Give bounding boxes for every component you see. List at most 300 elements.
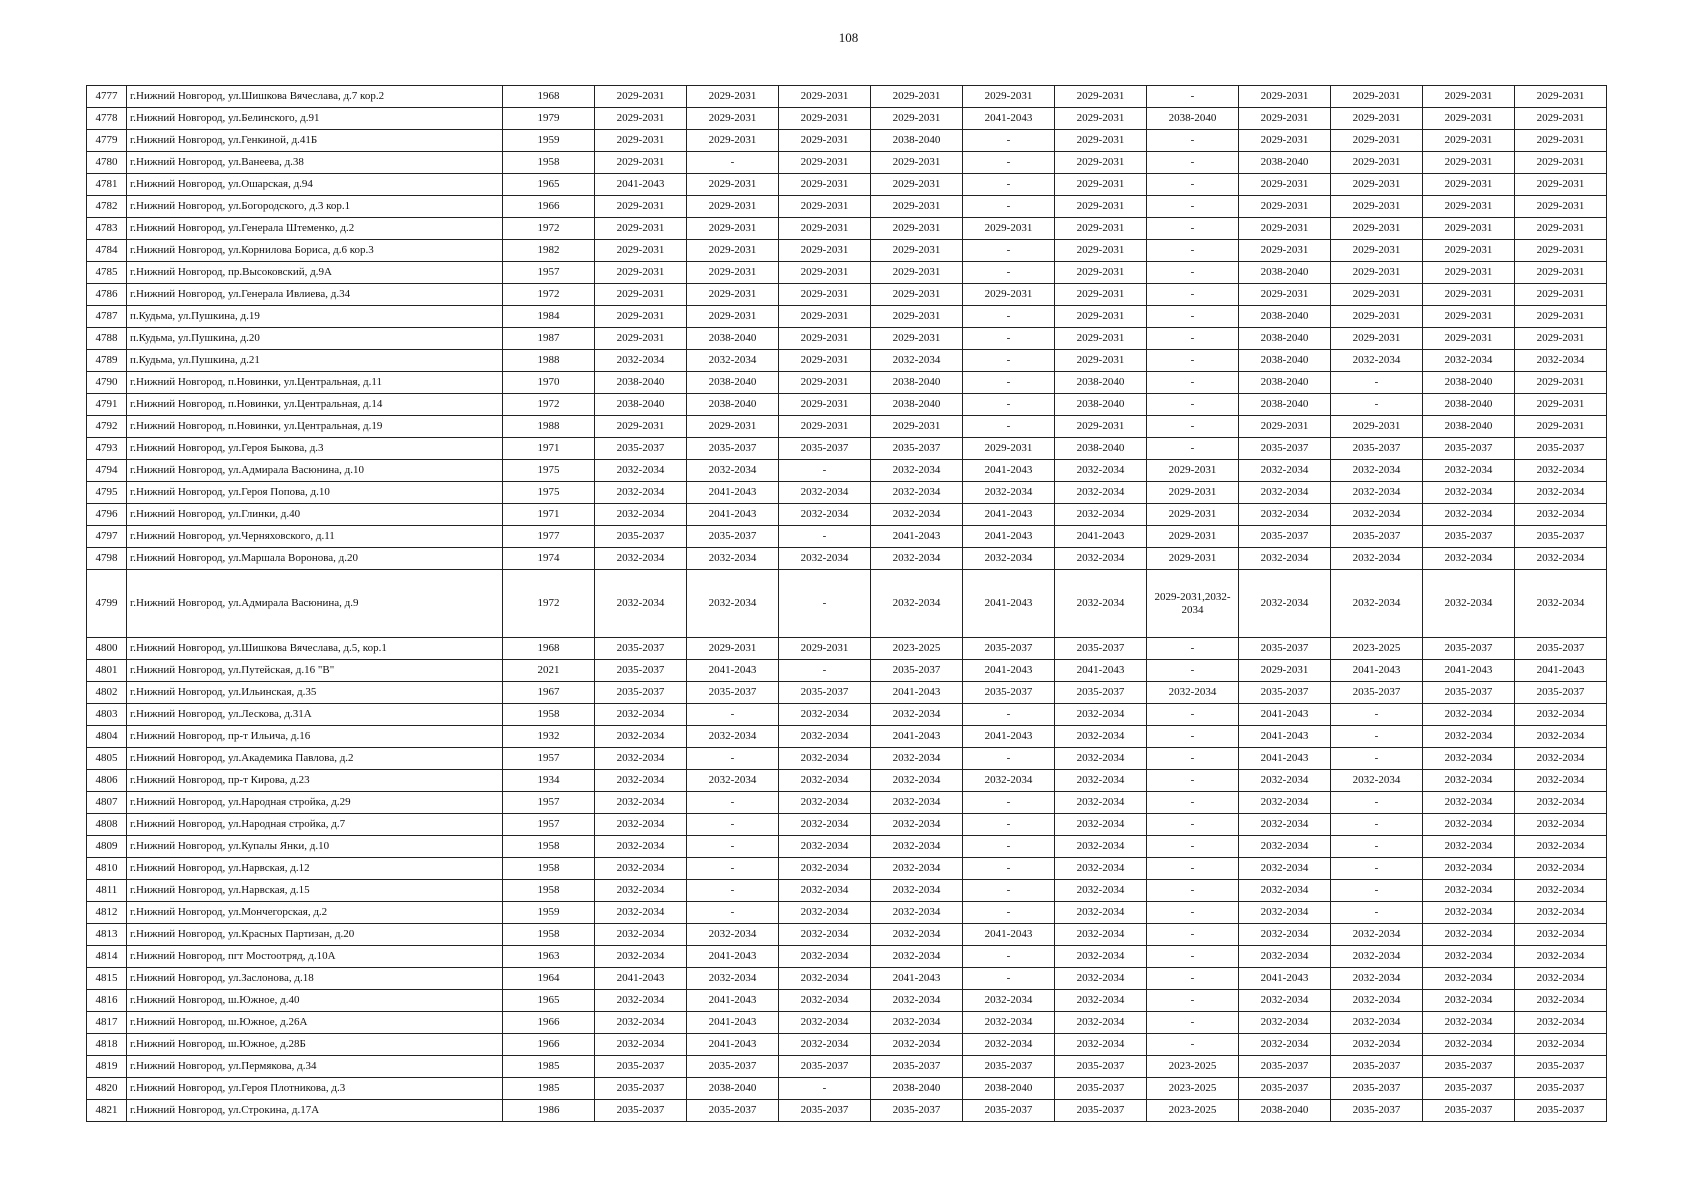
period-cell-2: 2041-2043: [687, 482, 779, 504]
period-cell-7: -: [1147, 196, 1239, 218]
period-cell-5: 2041-2043: [963, 108, 1055, 130]
address-cell: г.Нижний Новгород, ул.Лескова, д.31А: [127, 704, 503, 726]
period-cell-10: 2032-2034: [1423, 350, 1515, 372]
period-cell-7: -: [1147, 726, 1239, 748]
period-cell-2: 2041-2043: [687, 990, 779, 1012]
year-cell: 1985: [503, 1056, 595, 1078]
period-cell-4: 2032-2034: [871, 460, 963, 482]
period-cell-6: 2032-2034: [1055, 968, 1147, 990]
period-cell-4: 2023-2025: [871, 638, 963, 660]
period-cell-4: 2029-2031: [871, 108, 963, 130]
address-cell: г.Нижний Новгород, ул.Героя Попова, д.10: [127, 482, 503, 504]
address-cell: г.Нижний Новгород, ул.Генерала Ивлиева, д.34: [127, 284, 503, 306]
period-cell-6: 2029-2031: [1055, 130, 1147, 152]
period-cell-2: 2041-2043: [687, 1034, 779, 1056]
row-number-cell: 4796: [87, 504, 127, 526]
row-number-cell: 4812: [87, 902, 127, 924]
period-cell-7: -: [1147, 902, 1239, 924]
period-cell-10: 2032-2034: [1423, 460, 1515, 482]
table-row: [87, 660, 1607, 682]
period-cell-11: 2032-2034: [1515, 548, 1607, 570]
period-cell-6: 2032-2034: [1055, 460, 1147, 482]
period-cell-8: 2035-2037: [1239, 438, 1331, 460]
address-cell: г.Нижний Новгород, п.Новинки, ул.Центральная, д.14: [127, 394, 503, 416]
period-cell-10: 2038-2040: [1423, 372, 1515, 394]
period-cell-3: 2035-2037: [779, 1056, 871, 1078]
period-cell-2: -: [687, 152, 779, 174]
address-cell: г.Нижний Новгород, ул.Маршала Воронова, д.20: [127, 548, 503, 570]
period-cell-5: -: [963, 394, 1055, 416]
period-cell-9: -: [1331, 792, 1423, 814]
period-cell-1: 2032-2034: [595, 1012, 687, 1034]
period-cell-8: 2032-2034: [1239, 482, 1331, 504]
period-cell-7: -: [1147, 438, 1239, 460]
period-cell-4: 2032-2034: [871, 504, 963, 526]
row-number-cell: 4820: [87, 1078, 127, 1100]
period-cell-8: 2038-2040: [1239, 152, 1331, 174]
period-cell-10: 2032-2034: [1423, 704, 1515, 726]
period-cell-2: 2041-2043: [687, 946, 779, 968]
period-cell-8: 2038-2040: [1239, 328, 1331, 350]
period-cell-7: -: [1147, 638, 1239, 660]
period-cell-10: 2029-2031: [1423, 218, 1515, 240]
period-cell-10: 2032-2034: [1423, 990, 1515, 1012]
year-cell: 1975: [503, 482, 595, 504]
table-row: [87, 1012, 1607, 1034]
period-cell-6: 2029-2031: [1055, 284, 1147, 306]
year-cell: 1988: [503, 416, 595, 438]
period-cell-3: 2029-2031: [779, 108, 871, 130]
period-cell-6: 2032-2034: [1055, 570, 1147, 638]
period-cell-11: 2032-2034: [1515, 460, 1607, 482]
period-cell-5: 2041-2043: [963, 660, 1055, 682]
period-cell-7: -: [1147, 416, 1239, 438]
period-cell-3: -: [779, 570, 871, 638]
period-cell-8: 2032-2034: [1239, 570, 1331, 638]
row-number-cell: 4799: [87, 570, 127, 638]
period-cell-10: 2035-2037: [1423, 682, 1515, 704]
period-cell-5: -: [963, 350, 1055, 372]
period-cell-4: 2035-2037: [871, 1100, 963, 1122]
period-cell-4: 2029-2031: [871, 218, 963, 240]
period-cell-5: 2032-2034: [963, 990, 1055, 1012]
period-cell-5: -: [963, 880, 1055, 902]
period-cell-2: 2029-2031: [687, 130, 779, 152]
table-row: [87, 372, 1607, 394]
period-cell-11: 2032-2034: [1515, 990, 1607, 1012]
period-cell-4: 2032-2034: [871, 880, 963, 902]
period-cell-4: 2032-2034: [871, 1034, 963, 1056]
address-cell: г.Нижний Новгород, ш.Южное, д.28Б: [127, 1034, 503, 1056]
row-number-cell: 4809: [87, 836, 127, 858]
period-cell-2: -: [687, 902, 779, 924]
period-cell-4: 2035-2037: [871, 660, 963, 682]
year-cell: 1957: [503, 262, 595, 284]
period-cell-5: 2032-2034: [963, 548, 1055, 570]
table-row: [87, 86, 1607, 108]
year-cell: 1958: [503, 704, 595, 726]
table-row: [87, 482, 1607, 504]
period-cell-3: 2032-2034: [779, 880, 871, 902]
table-row: [87, 460, 1607, 482]
address-cell: г.Нижний Новгород, ул.Адмирала Васюнина, д.9: [127, 570, 503, 638]
row-number-cell: 4803: [87, 704, 127, 726]
period-cell-7: -: [1147, 306, 1239, 328]
period-cell-4: 2032-2034: [871, 570, 963, 638]
period-cell-2: 2032-2034: [687, 726, 779, 748]
period-cell-8: 2032-2034: [1239, 880, 1331, 902]
period-cell-6: 2032-2034: [1055, 924, 1147, 946]
row-number-cell: 4791: [87, 394, 127, 416]
address-cell: г.Нижний Новгород, ул.Народная стройка, д.7: [127, 814, 503, 836]
period-cell-5: 2029-2031: [963, 218, 1055, 240]
period-cell-1: 2029-2031: [595, 306, 687, 328]
year-cell: 1934: [503, 770, 595, 792]
period-cell-3: -: [779, 660, 871, 682]
table-row: [87, 350, 1607, 372]
row-number-cell: 4785: [87, 262, 127, 284]
table-row: [87, 836, 1607, 858]
period-cell-3: 2032-2034: [779, 968, 871, 990]
address-cell: г.Нижний Новгород, ул.Мончегорская, д.2: [127, 902, 503, 924]
address-cell: г.Нижний Новгород, ул.Заслонова, д.18: [127, 968, 503, 990]
table-row: [87, 394, 1607, 416]
table-row: [87, 174, 1607, 196]
period-cell-2: 2032-2034: [687, 460, 779, 482]
period-cell-5: -: [963, 792, 1055, 814]
period-cell-8: 2029-2031: [1239, 174, 1331, 196]
period-cell-10: 2032-2034: [1423, 836, 1515, 858]
period-cell-6: 2032-2034: [1055, 770, 1147, 792]
year-cell: 1965: [503, 174, 595, 196]
period-cell-5: -: [963, 262, 1055, 284]
period-cell-8: 2029-2031: [1239, 660, 1331, 682]
table-row: [87, 152, 1607, 174]
period-cell-1: 2029-2031: [595, 416, 687, 438]
period-cell-4: 2032-2034: [871, 792, 963, 814]
table-row: [87, 1056, 1607, 1078]
table-row: [87, 130, 1607, 152]
period-cell-3: 2032-2034: [779, 770, 871, 792]
period-cell-2: 2035-2037: [687, 682, 779, 704]
period-cell-2: 2029-2031: [687, 86, 779, 108]
period-cell-3: 2029-2031: [779, 218, 871, 240]
period-cell-11: 2029-2031: [1515, 86, 1607, 108]
year-cell: 1965: [503, 990, 595, 1012]
year-cell: 1974: [503, 548, 595, 570]
period-cell-4: 2029-2031: [871, 262, 963, 284]
period-cell-8: 2032-2034: [1239, 504, 1331, 526]
period-cell-1: 2032-2034: [595, 504, 687, 526]
address-cell: г.Нижний Новгород, ул.Героя Плотникова, д.3: [127, 1078, 503, 1100]
period-cell-8: 2029-2031: [1239, 416, 1331, 438]
table-row: [87, 1078, 1607, 1100]
period-cell-10: 2032-2034: [1423, 880, 1515, 902]
period-cell-7: -: [1147, 284, 1239, 306]
period-cell-4: 2029-2031: [871, 86, 963, 108]
year-cell: 1985: [503, 1078, 595, 1100]
year-cell: 1971: [503, 504, 595, 526]
period-cell-8: 2029-2031: [1239, 284, 1331, 306]
period-cell-7: 2029-2031: [1147, 482, 1239, 504]
period-cell-9: 2035-2037: [1331, 1100, 1423, 1122]
period-cell-7: -: [1147, 792, 1239, 814]
table-row: [87, 218, 1607, 240]
period-cell-10: 2032-2034: [1423, 570, 1515, 638]
period-cell-11: 2035-2037: [1515, 438, 1607, 460]
period-cell-7: 2023-2025: [1147, 1056, 1239, 1078]
address-cell: г.Нижний Новгород, ул.Купалы Янки, д.10: [127, 836, 503, 858]
period-cell-11: 2032-2034: [1515, 858, 1607, 880]
period-cell-3: 2035-2037: [779, 682, 871, 704]
year-cell: 1984: [503, 306, 595, 328]
period-cell-3: 2032-2034: [779, 1012, 871, 1034]
period-cell-3: 2029-2031: [779, 130, 871, 152]
period-cell-9: 2029-2031: [1331, 86, 1423, 108]
period-cell-10: 2035-2037: [1423, 638, 1515, 660]
address-cell: г.Нижний Новгород, п.Новинки, ул.Центральная, д.19: [127, 416, 503, 438]
period-cell-4: 2032-2034: [871, 548, 963, 570]
period-cell-10: 2032-2034: [1423, 902, 1515, 924]
period-cell-10: 2032-2034: [1423, 968, 1515, 990]
period-cell-6: 2029-2031: [1055, 108, 1147, 130]
address-cell: г.Нижний Новгород, ул.Генкиной, д.41Б: [127, 130, 503, 152]
period-cell-1: 2032-2034: [595, 946, 687, 968]
period-cell-6: 2035-2037: [1055, 1056, 1147, 1078]
period-cell-6: 2041-2043: [1055, 526, 1147, 548]
period-cell-11: 2029-2031: [1515, 328, 1607, 350]
period-cell-11: 2029-2031: [1515, 262, 1607, 284]
period-cell-7: -: [1147, 152, 1239, 174]
period-cell-5: 2041-2043: [963, 504, 1055, 526]
period-cell-9: 2032-2034: [1331, 460, 1423, 482]
period-cell-1: 2035-2037: [595, 1100, 687, 1122]
period-cell-9: -: [1331, 726, 1423, 748]
table-row: [87, 990, 1607, 1012]
period-cell-4: 2041-2043: [871, 526, 963, 548]
period-cell-9: 2029-2031: [1331, 130, 1423, 152]
period-cell-9: 2035-2037: [1331, 438, 1423, 460]
period-cell-11: 2032-2034: [1515, 570, 1607, 638]
period-cell-4: 2035-2037: [871, 438, 963, 460]
period-cell-11: 2029-2031: [1515, 108, 1607, 130]
period-cell-2: 2032-2034: [687, 924, 779, 946]
address-cell: г.Нижний Новгород, ш.Южное, д.40: [127, 990, 503, 1012]
period-cell-9: 2032-2034: [1331, 482, 1423, 504]
period-cell-1: 2032-2034: [595, 902, 687, 924]
address-cell: г.Нижний Новгород, ш.Южное, д.26А: [127, 1012, 503, 1034]
row-number-cell: 4793: [87, 438, 127, 460]
period-cell-4: 2041-2043: [871, 726, 963, 748]
address-cell: г.Нижний Новгород, ул.Путейская, д.16 "В": [127, 660, 503, 682]
table-row: [87, 570, 1607, 638]
period-cell-10: 2032-2034: [1423, 946, 1515, 968]
period-cell-7: 2038-2040: [1147, 108, 1239, 130]
period-cell-10: 2038-2040: [1423, 416, 1515, 438]
period-cell-4: 2032-2034: [871, 1012, 963, 1034]
period-cell-3: 2029-2031: [779, 328, 871, 350]
address-cell: г.Нижний Новгород, п.Новинки, ул.Центральная, д.11: [127, 372, 503, 394]
period-cell-10: 2032-2034: [1423, 770, 1515, 792]
period-cell-3: 2032-2034: [779, 902, 871, 924]
table-row: [87, 792, 1607, 814]
row-number-cell: 4782: [87, 196, 127, 218]
period-cell-8: 2041-2043: [1239, 704, 1331, 726]
period-cell-11: 2029-2031: [1515, 372, 1607, 394]
period-cell-6: 2032-2034: [1055, 946, 1147, 968]
period-cell-8: 2029-2031: [1239, 196, 1331, 218]
period-cell-9: 2029-2031: [1331, 174, 1423, 196]
period-cell-1: 2032-2034: [595, 924, 687, 946]
period-cell-3: 2032-2034: [779, 704, 871, 726]
period-cell-3: 2029-2031: [779, 174, 871, 196]
row-number-cell: 4808: [87, 814, 127, 836]
year-cell: 1967: [503, 682, 595, 704]
period-cell-4: 2038-2040: [871, 130, 963, 152]
table-row: [87, 548, 1607, 570]
period-cell-11: 2032-2034: [1515, 726, 1607, 748]
address-cell: г.Нижний Новгород, ул.Глинки, д.40: [127, 504, 503, 526]
year-cell: 1957: [503, 792, 595, 814]
period-cell-1: 2029-2031: [595, 86, 687, 108]
year-cell: 1966: [503, 1034, 595, 1056]
address-cell: г.Нижний Новгород, пр-т Кирова, д.23: [127, 770, 503, 792]
period-cell-6: 2035-2037: [1055, 1100, 1147, 1122]
period-cell-3: -: [779, 526, 871, 548]
year-cell: 1971: [503, 438, 595, 460]
period-cell-4: 2029-2031: [871, 328, 963, 350]
period-cell-1: 2032-2034: [595, 548, 687, 570]
period-cell-11: 2035-2037: [1515, 526, 1607, 548]
row-number-cell: 4805: [87, 748, 127, 770]
period-cell-2: 2029-2031: [687, 174, 779, 196]
year-cell: 1979: [503, 108, 595, 130]
year-cell: 1958: [503, 152, 595, 174]
period-cell-1: 2029-2031: [595, 152, 687, 174]
period-cell-2: 2038-2040: [687, 328, 779, 350]
period-cell-6: 2035-2037: [1055, 682, 1147, 704]
row-number-cell: 4811: [87, 880, 127, 902]
period-cell-7: -: [1147, 328, 1239, 350]
period-cell-9: 2041-2043: [1331, 660, 1423, 682]
period-cell-9: 2029-2031: [1331, 284, 1423, 306]
year-cell: 1959: [503, 902, 595, 924]
table-row: [87, 196, 1607, 218]
period-cell-8: 2032-2034: [1239, 792, 1331, 814]
period-cell-7: -: [1147, 660, 1239, 682]
period-cell-9: -: [1331, 858, 1423, 880]
period-cell-6: 2035-2037: [1055, 638, 1147, 660]
period-cell-4: 2029-2031: [871, 284, 963, 306]
table-row: [87, 748, 1607, 770]
row-number-cell: 4802: [87, 682, 127, 704]
period-cell-8: 2029-2031: [1239, 130, 1331, 152]
period-cell-3: 2032-2034: [779, 748, 871, 770]
period-cell-10: 2032-2034: [1423, 858, 1515, 880]
address-cell: п.Кудьма, ул.Пушкина, д.19: [127, 306, 503, 328]
year-cell: 1972: [503, 218, 595, 240]
period-cell-1: 2035-2037: [595, 438, 687, 460]
table-row: [87, 704, 1607, 726]
period-cell-9: 2035-2037: [1331, 1078, 1423, 1100]
period-cell-2: 2038-2040: [687, 394, 779, 416]
period-cell-9: 2035-2037: [1331, 1056, 1423, 1078]
period-cell-2: 2041-2043: [687, 504, 779, 526]
period-cell-3: 2032-2034: [779, 548, 871, 570]
address-cell: г.Нижний Новгород, ул.Генерала Штеменко, д.2: [127, 218, 503, 240]
period-cell-7: -: [1147, 218, 1239, 240]
period-cell-3: 2029-2031: [779, 86, 871, 108]
period-cell-7: 2029-2031: [1147, 504, 1239, 526]
period-cell-3: 2032-2034: [779, 836, 871, 858]
address-cell: г.Нижний Новгород, ул.Строкина, д.17А: [127, 1100, 503, 1122]
period-cell-11: 2029-2031: [1515, 284, 1607, 306]
address-cell: г.Нижний Новгород, ул.Корнилова Бориса, д.6 кор.3: [127, 240, 503, 262]
period-cell-1: 2029-2031: [595, 108, 687, 130]
year-cell: 1982: [503, 240, 595, 262]
period-cell-5: -: [963, 748, 1055, 770]
table-row: [87, 240, 1607, 262]
year-cell: 1966: [503, 196, 595, 218]
period-cell-9: 2035-2037: [1331, 682, 1423, 704]
period-cell-10: 2032-2034: [1423, 726, 1515, 748]
period-cell-6: 2038-2040: [1055, 394, 1147, 416]
period-cell-9: 2032-2034: [1331, 770, 1423, 792]
period-cell-6: 2038-2040: [1055, 372, 1147, 394]
period-cell-7: -: [1147, 814, 1239, 836]
period-cell-1: 2038-2040: [595, 394, 687, 416]
period-cell-2: 2032-2034: [687, 770, 779, 792]
period-cell-2: -: [687, 704, 779, 726]
period-cell-11: 2032-2034: [1515, 792, 1607, 814]
period-cell-9: 2029-2031: [1331, 240, 1423, 262]
period-cell-2: 2029-2031: [687, 196, 779, 218]
period-cell-10: 2035-2037: [1423, 526, 1515, 548]
period-cell-1: 2032-2034: [595, 1034, 687, 1056]
period-cell-4: 2032-2034: [871, 704, 963, 726]
period-cell-8: 2038-2040: [1239, 1100, 1331, 1122]
period-cell-1: 2029-2031: [595, 240, 687, 262]
period-cell-11: 2035-2037: [1515, 1100, 1607, 1122]
period-cell-3: 2032-2034: [779, 1034, 871, 1056]
period-cell-10: 2029-2031: [1423, 174, 1515, 196]
period-cell-10: 2029-2031: [1423, 284, 1515, 306]
table-row: [87, 306, 1607, 328]
period-cell-3: 2035-2037: [779, 438, 871, 460]
table-row: [87, 924, 1607, 946]
row-number-cell: 4789: [87, 350, 127, 372]
period-cell-11: 2035-2037: [1515, 638, 1607, 660]
period-cell-3: 2032-2034: [779, 792, 871, 814]
period-cell-7: 2023-2025: [1147, 1100, 1239, 1122]
period-cell-11: 2035-2037: [1515, 1078, 1607, 1100]
period-cell-9: 2032-2034: [1331, 1012, 1423, 1034]
period-cell-1: 2032-2034: [595, 858, 687, 880]
period-cell-1: 2035-2037: [595, 660, 687, 682]
address-cell: г.Нижний Новгород, ул.Народная стройка, д.29: [127, 792, 503, 814]
period-cell-6: 2032-2034: [1055, 748, 1147, 770]
row-number-cell: 4814: [87, 946, 127, 968]
period-cell-8: 2032-2034: [1239, 814, 1331, 836]
year-cell: 1970: [503, 372, 595, 394]
period-cell-1: 2035-2037: [595, 638, 687, 660]
period-cell-5: 2041-2043: [963, 570, 1055, 638]
period-cell-9: 2035-2037: [1331, 526, 1423, 548]
address-cell: г.Нижний Новгород, ул.Нарвская, д.12: [127, 858, 503, 880]
period-cell-3: 2035-2037: [779, 1100, 871, 1122]
period-cell-5: -: [963, 240, 1055, 262]
period-cell-1: 2035-2037: [595, 682, 687, 704]
